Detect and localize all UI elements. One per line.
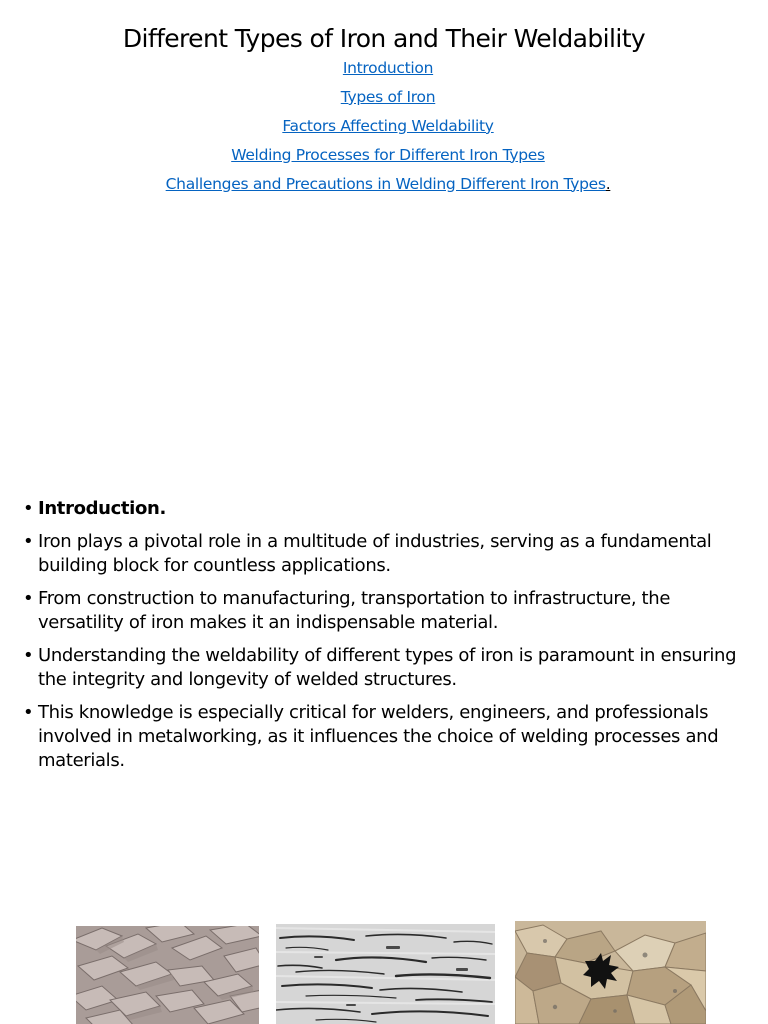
intro-bullet-text: From construction to manufacturing, transportation to infrastructure, the versatility of iron makes it an indispensable material. [38, 588, 671, 633]
toc-trailing-period: . [605, 174, 611, 193]
intro-heading: Introduction. [38, 498, 166, 519]
pig-iron-image [76, 926, 259, 1024]
toc-link-factors-affecting-weldability[interactable]: Factors Affecting Weldability [282, 116, 494, 135]
bullet-icon: • [23, 702, 34, 723]
bullet-icon: • [23, 645, 34, 666]
toc-link-welding-processes[interactable]: Welding Processes for Different Iron Types [231, 145, 545, 164]
bullet-icon: • [23, 498, 34, 519]
toc-link-challenges-and-precautions[interactable]: Challenges and Precautions in Welding Different Iron Types [165, 174, 606, 193]
intro-bullet-text: This knowledge is especially critical for welders, engineers, and professionals involved in metalworking, as it influences the choice of welding processes and materials. [38, 702, 719, 771]
document-title: Different Types of Iron and Their Weldability [122, 24, 646, 53]
bullet-icon: • [23, 531, 34, 552]
intro-bullet-text: Iron plays a pivotal role in a multitude of industries, serving as a fundamental building block for countless applications. [38, 531, 712, 576]
bullet-icon: • [23, 588, 34, 609]
mottled-iron-microstructure-image [515, 921, 706, 1024]
intro-bullet-text: Understanding the weldability of different types of iron is paramount in ensuring the integrity and longevity of welded structures. [38, 645, 737, 690]
grey-iron-microstructure-image [276, 924, 495, 1024]
toc-link-types-of-iron[interactable]: Types of Iron [340, 87, 436, 106]
toc-link-introduction[interactable]: Introduction [342, 59, 434, 77]
